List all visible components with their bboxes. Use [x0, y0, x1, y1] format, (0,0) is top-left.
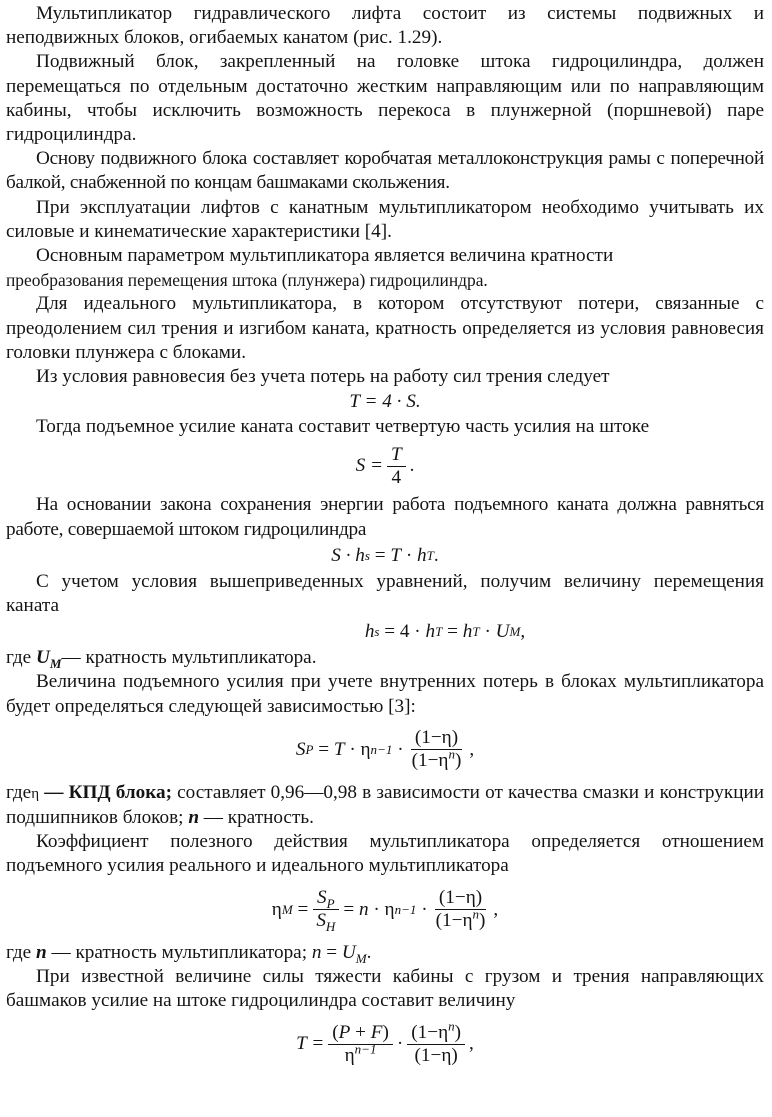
paragraph-lifting-force: Тогда подъемное усилие каната составит четвертую часть усилия на штоке — [36, 416, 650, 438]
fraction-eta-m-denominator: $(1-\eta^n)$ — [435, 906, 486, 932]
formula-t-piston: T = $\frac{(P + F)}{\eta^{n-1}}$ · $\frac{(1-\eta^n)}{(1-\eta)}$ , — [296, 1018, 474, 1066]
formula-eta-m-lhs: η — [271, 898, 282, 920]
formula-displacement: h s = 4 · h T = h T · U M , — [6, 618, 764, 646]
formula-s-lhs: S = — [355, 455, 383, 477]
paragraph-equilibrium: Из условия равновесия без учета потерь на работу сил трения следует — [36, 366, 610, 388]
paragraph-energy-conservation: На основании закона сохранения энергии работа подъемного каната должна равняться работе, совершаемой штоком гидроцилиндра — [6, 494, 764, 540]
where-eta-label: где — [6, 781, 32, 803]
paragraph-main-parameter-line1: Основным параметром мультипликатора является величина кратности — [36, 245, 614, 267]
paragraph-rope-displacement: С учетом условия вышеприведенных уравнений, получим величину перемещения каната — [6, 570, 764, 617]
formula-t-lhs: T = — [296, 1033, 325, 1055]
paragraph-where-n — [6, 941, 764, 965]
fraction-denominator: 4 — [391, 466, 402, 488]
where-n-text: — кратность мультипликатора; — [51, 941, 308, 963]
fraction-sp-denominator: $(1-\eta^n)$ — [411, 746, 462, 772]
fraction-eta-m-numerator: (1−η) — [435, 887, 486, 910]
fraction-sp-over-sh-denominator: $S_H$ — [316, 910, 336, 935]
formula-displacement-lhs: h — [364, 621, 375, 643]
paragraph-multiplier-intro: Мультипликатор гидравлического лифта состоит из системы подвижных и неподвижных блоков, огибаемых канатом (рис. 1.29). — [6, 3, 764, 49]
symbol-n-2: n — [36, 941, 47, 963]
fraction-eta-m — [432, 887, 490, 932]
paragraph-movable-block: Подвижный блок, закрепленный на головке штока гидроцилиндра, должен перемещаться по отдельным достаточно жестким направляющим или по направляющим кабины, чтобы исключить возможность перекоса в плунжерной (поршневой) паре гидроцилиндра. — [6, 51, 764, 146]
fraction-load-denominator: $\eta^{n-1}$ — [344, 1041, 377, 1066]
where-um-text: — кратность мультипликатора. — [61, 647, 317, 669]
formula-n-equals-um: $n = U_M$. — [311, 941, 372, 966]
symbol-u-m — [36, 647, 62, 672]
symbol-n: n — [188, 807, 199, 829]
paragraph-where-um — [6, 646, 764, 670]
paragraph-block-frame: Основу подвижного блока составляет коробчатая металлоконструкция рамы с поперечной балкой, снабженной по концам башмаками скольжения. — [6, 148, 764, 194]
fraction-t-over-4 — [387, 444, 406, 489]
symbol-eta: η — [31, 785, 40, 802]
fraction-load-numerator: (P + F) — [328, 1022, 393, 1045]
formula-eta-m: η M = $\frac{S_P}{S_H}$ = n · η n−1 · $\frac{(1-\eta)}{(1-\eta^n)}$ , — [271, 887, 499, 935]
fraction-sp — [408, 727, 466, 772]
formula-period: . — [409, 455, 415, 477]
n-definition: — кратность. — [203, 807, 314, 829]
paragraph-where-eta — [6, 781, 764, 830]
formula-sp-lhs: S — [295, 738, 306, 760]
fraction-sp-over-sh-numerator: $S_P$ — [313, 887, 339, 910]
formula-work-lhs: S · h — [331, 544, 365, 566]
fraction-eta-ratio — [407, 1018, 465, 1067]
where-n-label: где — [6, 941, 32, 963]
formula-t-equals-4s — [6, 389, 764, 415]
paragraph-ideal-multiplier: Для идеального мультипликатора, в котором отсутствуют потери, связанные с преодолением сил трения и изгибом каната, кратность определяется из условия равновесия головки плунжера с блоками. — [6, 293, 764, 363]
formula-work-balance: S · h s = T · h T . — [6, 542, 764, 570]
eta-range-text: составляет 0,96—0,98 в зависимости от качества смазки и конструкции подшипников блоков; — [6, 781, 764, 829]
fraction-load — [328, 1022, 393, 1067]
fraction-numerator: T — [387, 444, 406, 467]
paragraph-operation: При эксплуатации лифтов с канатным мультипликатором необходимо учитывать их силовые и кинематические характеристики [4]. — [6, 196, 764, 242]
paragraph-efficiency: Коэффициент полезного действия мультипликатора определяется отношением подъемного усилия реального и идеального мультипликатора — [6, 831, 764, 877]
paragraph-lifting-force-losses: Величина подъемного усилия при учете внутренних потерь в блоках мультипликатора будет определяться следующей зависимостью [3]: — [6, 671, 764, 717]
symbol-u: U — [36, 647, 50, 669]
fraction-sp-over-sh — [312, 887, 339, 935]
symbol-u-sub: M — [49, 656, 62, 672]
paragraph-main-parameter-line2: преобразования перемещения штока (плунжера) гидроцилиндра. — [6, 270, 488, 291]
where-label: где — [6, 647, 32, 669]
paragraph-piston-force: При известной величине силы тяжести кабины с грузом и трения направляющих башмаков усилие на штоке гидроцилиндра составит величину — [6, 965, 764, 1012]
formula-s-equals-t-over-4 — [6, 439, 764, 493]
formula-t-equals-4s-text: T = 4 · S. — [349, 391, 421, 413]
fraction-eta-ratio-numerator: $(1-\eta^n)$ — [407, 1022, 465, 1045]
formula-sp: S P = T · η n−1 · $\frac{(1-\eta)}{(1-\eta^n)}$ , — [295, 727, 475, 772]
eta-definition: — КПД блока; — [44, 781, 172, 803]
fraction-eta-ratio-denominator: (1−η) — [414, 1044, 458, 1066]
paragraph-main-parameter — [6, 244, 764, 268]
fraction-sp-numerator: (1−η) — [411, 727, 462, 750]
